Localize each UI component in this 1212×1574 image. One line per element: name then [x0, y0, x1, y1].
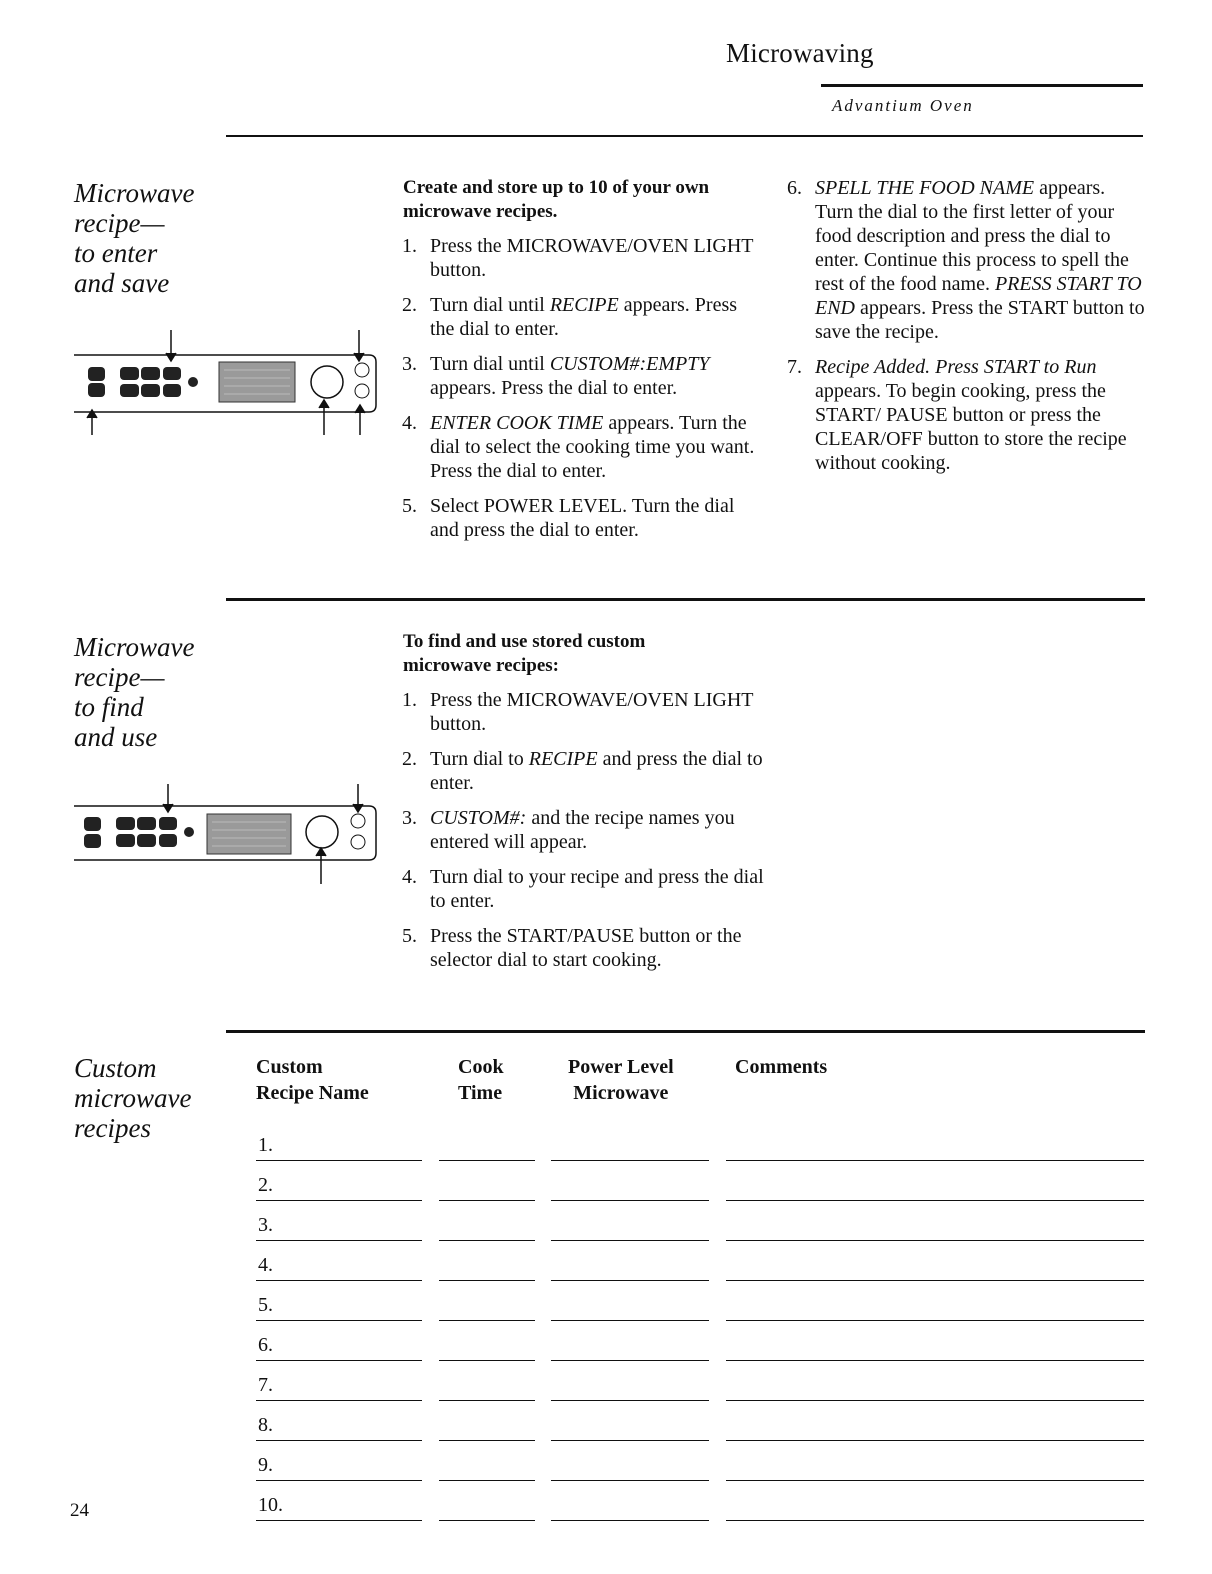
recipe-name-line — [256, 1480, 422, 1481]
power-level-line — [551, 1240, 709, 1241]
step-item: 3. Turn dial until CUSTOM#:EMPTY appears. Press the dial to enter. — [402, 353, 710, 399]
column-header-comments: Comments — [735, 1056, 828, 1078]
side-heading-custom-recipes — [74, 1053, 191, 1143]
side-heading-line: and save — [74, 268, 170, 298]
power-level-line — [551, 1440, 709, 1441]
row-number: 3. — [258, 1214, 273, 1236]
step-item: 1. Press the MICROWAVE/OVEN LIGHT button. — [402, 235, 754, 281]
column-header-recipe-name: Custom Recipe Name — [256, 1056, 369, 1104]
side-heading-enter-save — [74, 178, 194, 298]
step-item: 4. ENTER COOK TIME appears. Turn the dial to select the cooking time you want. Press the dial to enter. — [402, 412, 755, 482]
row-number: 7. — [258, 1374, 273, 1396]
side-heading-line: Microwave — [74, 178, 195, 208]
cook-time-line — [439, 1320, 535, 1321]
power-level-line — [551, 1160, 709, 1161]
comments-line — [726, 1520, 1144, 1521]
comments-line — [726, 1160, 1144, 1161]
comments-line — [726, 1400, 1144, 1401]
step-item: 1. Press the MICROWAVE/OVEN LIGHT button. — [402, 689, 754, 735]
side-heading-line: microwave — [74, 1083, 192, 1113]
row-number: 6. — [258, 1334, 273, 1356]
row-number: 8. — [258, 1414, 273, 1436]
control-panel-diagram-1 — [74, 330, 386, 440]
power-level-line — [551, 1480, 709, 1481]
side-heading-find-use — [74, 632, 194, 752]
steps-enter-save-cont — [787, 176, 1147, 486]
power-level-line — [551, 1520, 709, 1521]
cook-time-line — [439, 1520, 535, 1521]
page-number: 24 — [70, 1500, 89, 1521]
side-heading-line: recipe— — [74, 208, 165, 238]
comments-line — [726, 1360, 1144, 1361]
section-rule-3 — [226, 1030, 1145, 1033]
side-heading-line: recipes — [74, 1113, 151, 1143]
step-item: 5. Press the START/PAUSE button or the selector dial to start cooking. — [402, 925, 742, 971]
power-level-line — [551, 1360, 709, 1361]
step-item: 3. CUSTOM#: and the recipe names you entered will appear. — [402, 807, 735, 853]
row-number: 9. — [258, 1454, 273, 1476]
step-item: 4. Turn dial to your recipe and press the dial to enter. — [402, 866, 764, 912]
step-item: 5. Select POWER LEVEL. Turn the dial and press the dial to enter. — [402, 495, 735, 541]
intro-create-store: Create and store up to 10 of your own microwave recipes. — [403, 177, 710, 222]
side-heading-line: to enter — [74, 238, 158, 268]
intro-find-use: To find and use stored custom microwave recipes: — [403, 631, 646, 676]
comments-line — [726, 1200, 1144, 1201]
control-panel-diagram-2 — [74, 784, 386, 886]
cook-time-line — [439, 1240, 535, 1241]
side-heading-line: and use — [74, 722, 158, 752]
power-level-line — [551, 1400, 709, 1401]
recipe-name-line — [256, 1400, 422, 1401]
row-number: 1. — [258, 1134, 273, 1156]
cook-time-line — [439, 1160, 535, 1161]
comments-line — [726, 1240, 1144, 1241]
step-item: 7. Recipe Added. Press START to Run appears. To begin cooking, press the START/ PAUSE button or press the CLEAR/OFF button to store the recipe without cooking. — [787, 356, 1127, 474]
cook-time-line — [439, 1440, 535, 1441]
step-item: 2. Turn dial until RECIPE appears. Press the dial to enter. — [402, 294, 738, 340]
comments-line — [726, 1480, 1144, 1481]
comments-line — [726, 1320, 1144, 1321]
cook-time-line — [439, 1200, 535, 1201]
recipe-name-line — [256, 1320, 422, 1321]
column-header-power-level: Power Level Microwave — [568, 1056, 674, 1104]
cook-time-line — [439, 1360, 535, 1361]
row-number: 2. — [258, 1174, 273, 1196]
recipe-name-line — [256, 1520, 422, 1521]
row-number: 4. — [258, 1254, 273, 1276]
column-header-cook-time: Cook Time — [458, 1056, 504, 1104]
recipe-name-line — [256, 1200, 422, 1201]
cook-time-line — [439, 1480, 535, 1481]
steps-find-use — [402, 688, 767, 983]
power-level-line — [551, 1320, 709, 1321]
side-heading-line: Custom — [74, 1053, 157, 1083]
row-number: 5. — [258, 1294, 273, 1316]
recipe-name-line — [256, 1440, 422, 1441]
header-rule-short — [821, 84, 1143, 87]
comments-line — [726, 1280, 1144, 1281]
cook-time-line — [439, 1400, 535, 1401]
product-name: Advantium Oven — [832, 96, 974, 115]
recipe-name-line — [256, 1240, 422, 1241]
recipe-name-line — [256, 1160, 422, 1161]
section-rule-2 — [226, 598, 1145, 601]
step-item: 6. SPELL THE FOOD NAME appears. Turn the dial to the first letter of your food description and press the dial to enter. Continue this process to spell the rest of the food name. PRESS START TO END appears. Press the START button to save the recipe. — [787, 177, 1145, 343]
recipe-name-line — [256, 1280, 422, 1281]
power-level-line — [551, 1280, 709, 1281]
header-rule-long — [226, 135, 1143, 137]
step-item: 2. Turn dial to RECIPE and press the dial to enter. — [402, 748, 763, 794]
power-level-line — [551, 1200, 709, 1201]
recipe-name-line — [256, 1360, 422, 1361]
steps-enter-save — [402, 234, 762, 553]
side-heading-line: to find — [74, 692, 144, 722]
comments-line — [726, 1440, 1144, 1441]
side-heading-line: recipe— — [74, 662, 165, 692]
row-number: 10. — [258, 1494, 283, 1516]
cook-time-line — [439, 1280, 535, 1281]
side-heading-line: Microwave — [74, 632, 195, 662]
section-title: Microwaving — [726, 38, 874, 68]
